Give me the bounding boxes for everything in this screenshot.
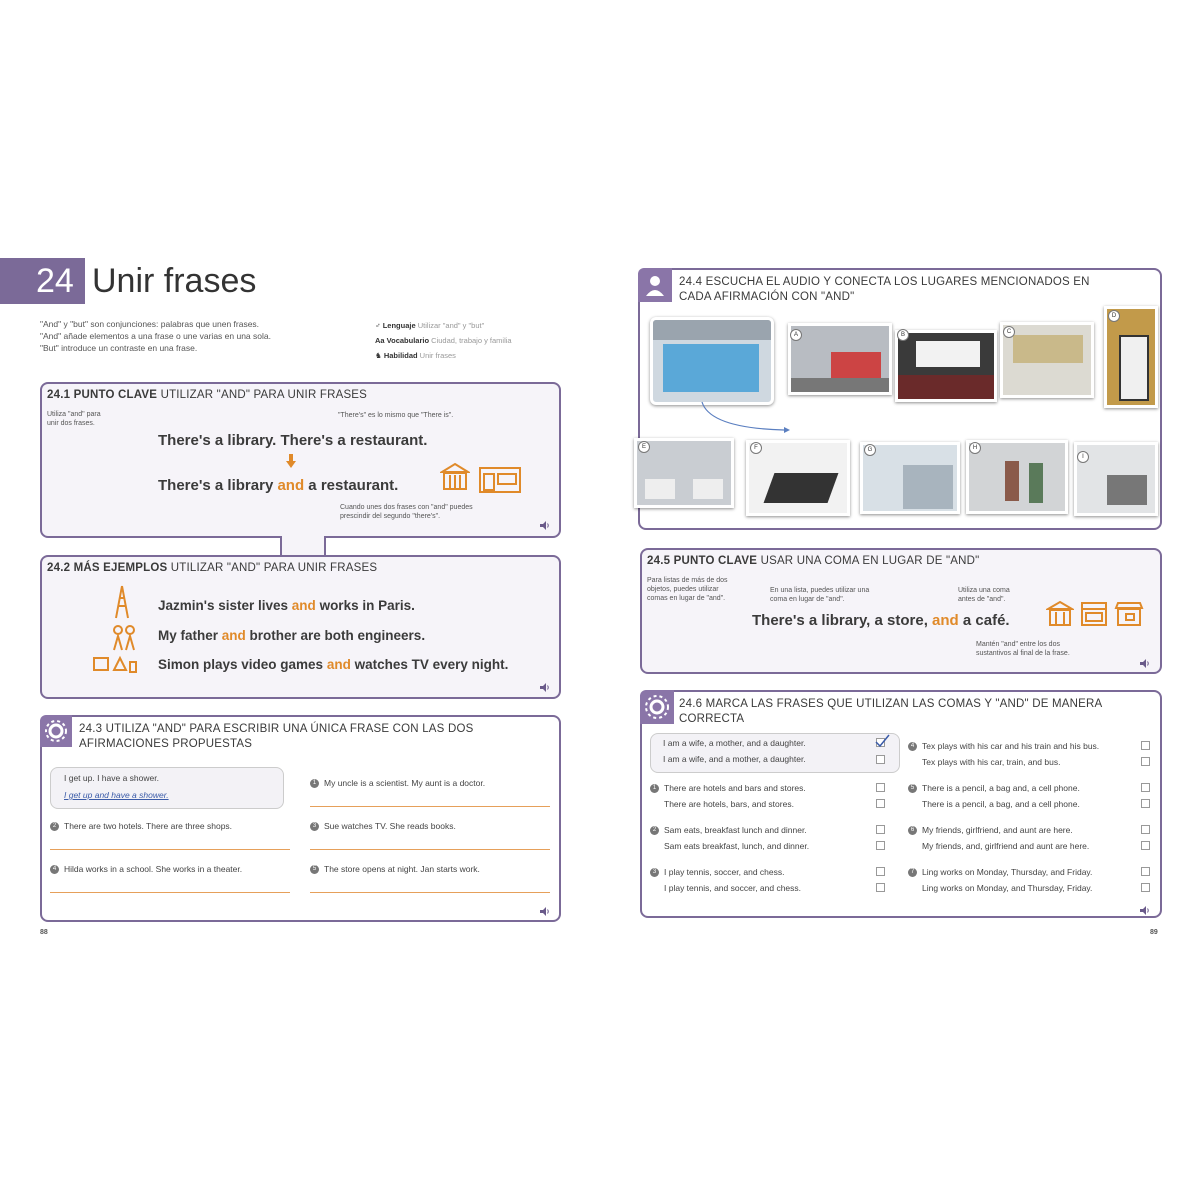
answer-line[interactable]	[50, 892, 290, 893]
page-number-left: 88	[40, 929, 48, 936]
choice-a: 3 I play tennis, soccer, and chess.	[650, 867, 784, 877]
photo-reception[interactable]	[966, 440, 1068, 514]
note-theres: "There's" es lo mismo que "There is".	[338, 412, 454, 419]
intro-line: "But" introduce un contraste en una frase.	[40, 343, 198, 353]
photo-label: A	[790, 329, 802, 341]
choice-a: 4 Tex plays with his car and his train and his bus.	[908, 741, 1099, 751]
unit-number: 24	[36, 262, 74, 300]
meta-skill: ♞ Habilidad Unir frases	[375, 351, 456, 360]
restaurant-icon	[478, 466, 522, 499]
note-keep-and: Mantén "and" entre los dos sustantivos al final de la frase.	[976, 641, 1070, 657]
panel-24-2-title: 24.2 MÁS EJEMPLOS UTILIZAR "AND" PARA UNIR FRASES	[47, 562, 378, 574]
exercise-gear-icon	[40, 715, 72, 747]
checkbox[interactable]	[1141, 867, 1150, 876]
unit-intro	[40, 318, 340, 354]
photo-label: C	[1003, 326, 1015, 338]
audio-speaker-icon[interactable]	[540, 679, 550, 688]
panel-24-3-title: 24.3 UTILIZA "AND" PARA ESCRIBIR UNA ÚNICA FRASE CON LAS DOS AFIRMACIONES PROPUESTAS	[79, 723, 474, 750]
exercise-item: 4 Hilda works in a school. She works in a theater.	[50, 864, 242, 874]
photo-label: F	[750, 442, 762, 454]
checkbox[interactable]	[876, 867, 885, 876]
cafe-icon	[1114, 600, 1144, 633]
intro-line: "And" y "but" son conjunciones: palabras que unen frases.	[40, 319, 260, 329]
checkbox[interactable]	[1141, 783, 1150, 792]
exercise-gear-icon	[640, 690, 674, 724]
choice-b: There is a pencil, a bag, and a cell phone.	[922, 799, 1080, 809]
audio-speaker-icon[interactable]	[1140, 655, 1150, 664]
checkbox[interactable]	[1141, 825, 1150, 834]
panel-24-6-title: 24.6 MARCA LAS FRASES QUE UTILIZAN LAS COMAS Y "AND" DE MANERA CORRECTA	[679, 698, 1102, 725]
answer-line[interactable]	[310, 806, 550, 807]
answer-line[interactable]	[310, 849, 550, 850]
checkbox[interactable]	[876, 755, 885, 764]
example-sentence: Simon plays video games and watches TV every night.	[158, 657, 509, 672]
choice-a: 1 There are hotels and bars and stores.	[650, 783, 806, 793]
example-sentence: Jazmin's sister lives and works in Paris.	[158, 598, 415, 613]
panel-24-5-title: 24.5 PUNTO CLAVE USAR UNA COMA EN LUGAR DE "AND"	[647, 555, 980, 567]
example-sentence: My father and brother are both engineers.	[158, 628, 426, 643]
listening-person-icon	[638, 268, 672, 302]
eiffel-tower-icon	[110, 584, 134, 625]
panel-24-5-side-note: Para listas de más de dos objetos, puedes utilizar comas en lugar de "and".	[647, 577, 728, 602]
exercise-item: 2 There are two hotels. There are three shops.	[50, 821, 232, 831]
meta-language: ♂ Lenguaje Utilizar "and" y "but"	[375, 321, 485, 330]
choice-b: Sam eats breakfast, lunch, and dinner.	[664, 841, 810, 851]
library-icon	[440, 462, 470, 497]
checkbox[interactable]	[1141, 883, 1150, 892]
photo-label: H	[969, 442, 981, 454]
exercise-item: 5 The store opens at night. Jan starts work.	[310, 864, 480, 874]
answer-line[interactable]	[310, 892, 550, 893]
down-arrow-icon	[286, 454, 294, 466]
checkbox[interactable]	[876, 783, 885, 792]
exercise-item: 3 Sue watches TV. She reads books.	[310, 821, 456, 831]
comma-sentence: There's a library, a store, and a café.	[752, 612, 1010, 629]
unit-meta	[375, 318, 575, 363]
checkbox[interactable]	[1141, 741, 1150, 750]
choice-a: 5 There is a pencil, a bag and, a cell phone.	[908, 783, 1080, 793]
choice-b: Tex plays with his car, train, and bus.	[922, 757, 1061, 767]
checkbox[interactable]	[876, 799, 885, 808]
panel-24-1-title: 24.1 PUNTO CLAVE UTILIZAR "AND" PARA UNIR FRASES	[47, 389, 368, 401]
checkbox[interactable]	[876, 883, 885, 892]
checkmark-icon	[874, 734, 890, 753]
photo-gym[interactable]	[746, 440, 850, 516]
photo-label: G	[864, 444, 876, 456]
intro-line: "And" añade elementos a una frase o une varias en una sola.	[40, 331, 271, 341]
example-correct: I am a wife, a mother, and a daughter.	[663, 738, 806, 748]
answer-line[interactable]	[50, 849, 290, 850]
photo-train-station[interactable]	[788, 323, 892, 395]
photo-label: D	[1108, 310, 1120, 322]
photo-label: E	[638, 441, 650, 453]
video-games-icon	[92, 652, 138, 681]
unit-title: Unir frases	[92, 262, 257, 300]
choice-a: 2 Sam eats, breakfast lunch and dinner.	[650, 825, 807, 835]
panel-24-4-title: 24.4 ESCUCHA EL AUDIO Y CONECTA LOS LUGARES MENCIONADOS EN CADA AFIRMACIÓN CON "AND"	[679, 276, 1090, 303]
panel-24-1-side-note: Utiliza "and" para unir dos frases.	[47, 411, 101, 427]
note-and: Cuando unes dos frases con "and" puedes prescindir del segundo "there's".	[340, 504, 473, 520]
choice-a: 7 Ling works on Monday, Thursday, and Friday.	[908, 867, 1092, 877]
audio-speaker-icon[interactable]	[540, 517, 550, 526]
checkbox[interactable]	[1141, 757, 1150, 766]
checkbox[interactable]	[1141, 799, 1150, 808]
photo-swimming-pool[interactable]	[650, 317, 774, 405]
vocabulary-icon: Aa	[375, 336, 387, 345]
page-number-right: 89	[1150, 929, 1158, 936]
photo-cinema[interactable]	[895, 330, 997, 402]
example-question: I get up. I have a shower.	[64, 773, 159, 783]
checkbox[interactable]	[1141, 841, 1150, 850]
sentence-joined: There's a library and a restaurant.	[158, 477, 399, 494]
note-comma-before: Utiliza una coma antes de "and".	[958, 587, 1010, 603]
example-answer: I get up and have a shower.	[64, 790, 169, 800]
photo-label: B	[897, 329, 909, 341]
note-comma-instead: En una lista, puedes utilizar una coma en lugar de "and".	[770, 587, 870, 603]
example-incorrect: I am a wife, and a mother, a daughter.	[663, 754, 806, 764]
exercise-item: 1 My uncle is a scientist. My aunt is a doctor.	[310, 778, 485, 788]
library-icon	[1046, 600, 1074, 633]
audio-speaker-icon[interactable]	[1140, 902, 1150, 911]
panel-24-1	[40, 382, 561, 538]
sentence-separate: There's a library. There's a restaurant.	[158, 432, 428, 449]
audio-speaker-icon[interactable]	[540, 903, 550, 912]
language-icon: ♂	[375, 321, 383, 330]
skill-icon: ♞	[375, 351, 384, 360]
choice-a: 6 My friends, girlfriend, and aunt are here.	[908, 825, 1073, 835]
meta-vocabulary: Aa Vocabulario Ciudad, trabajo y familia	[375, 336, 512, 345]
store-icon	[1080, 600, 1108, 633]
choice-b: There are hotels, bars, and stores.	[664, 799, 794, 809]
choice-b: My friends, and, girlfriend and aunt are here.	[922, 841, 1090, 851]
checkbox[interactable]	[876, 841, 885, 850]
checkbox[interactable]	[876, 825, 885, 834]
choice-b: I play tennis, and soccer, and chess.	[664, 883, 802, 893]
photo-label: I	[1077, 451, 1089, 463]
choice-b: Ling works on Monday, and Thursday, Friday.	[922, 883, 1093, 893]
